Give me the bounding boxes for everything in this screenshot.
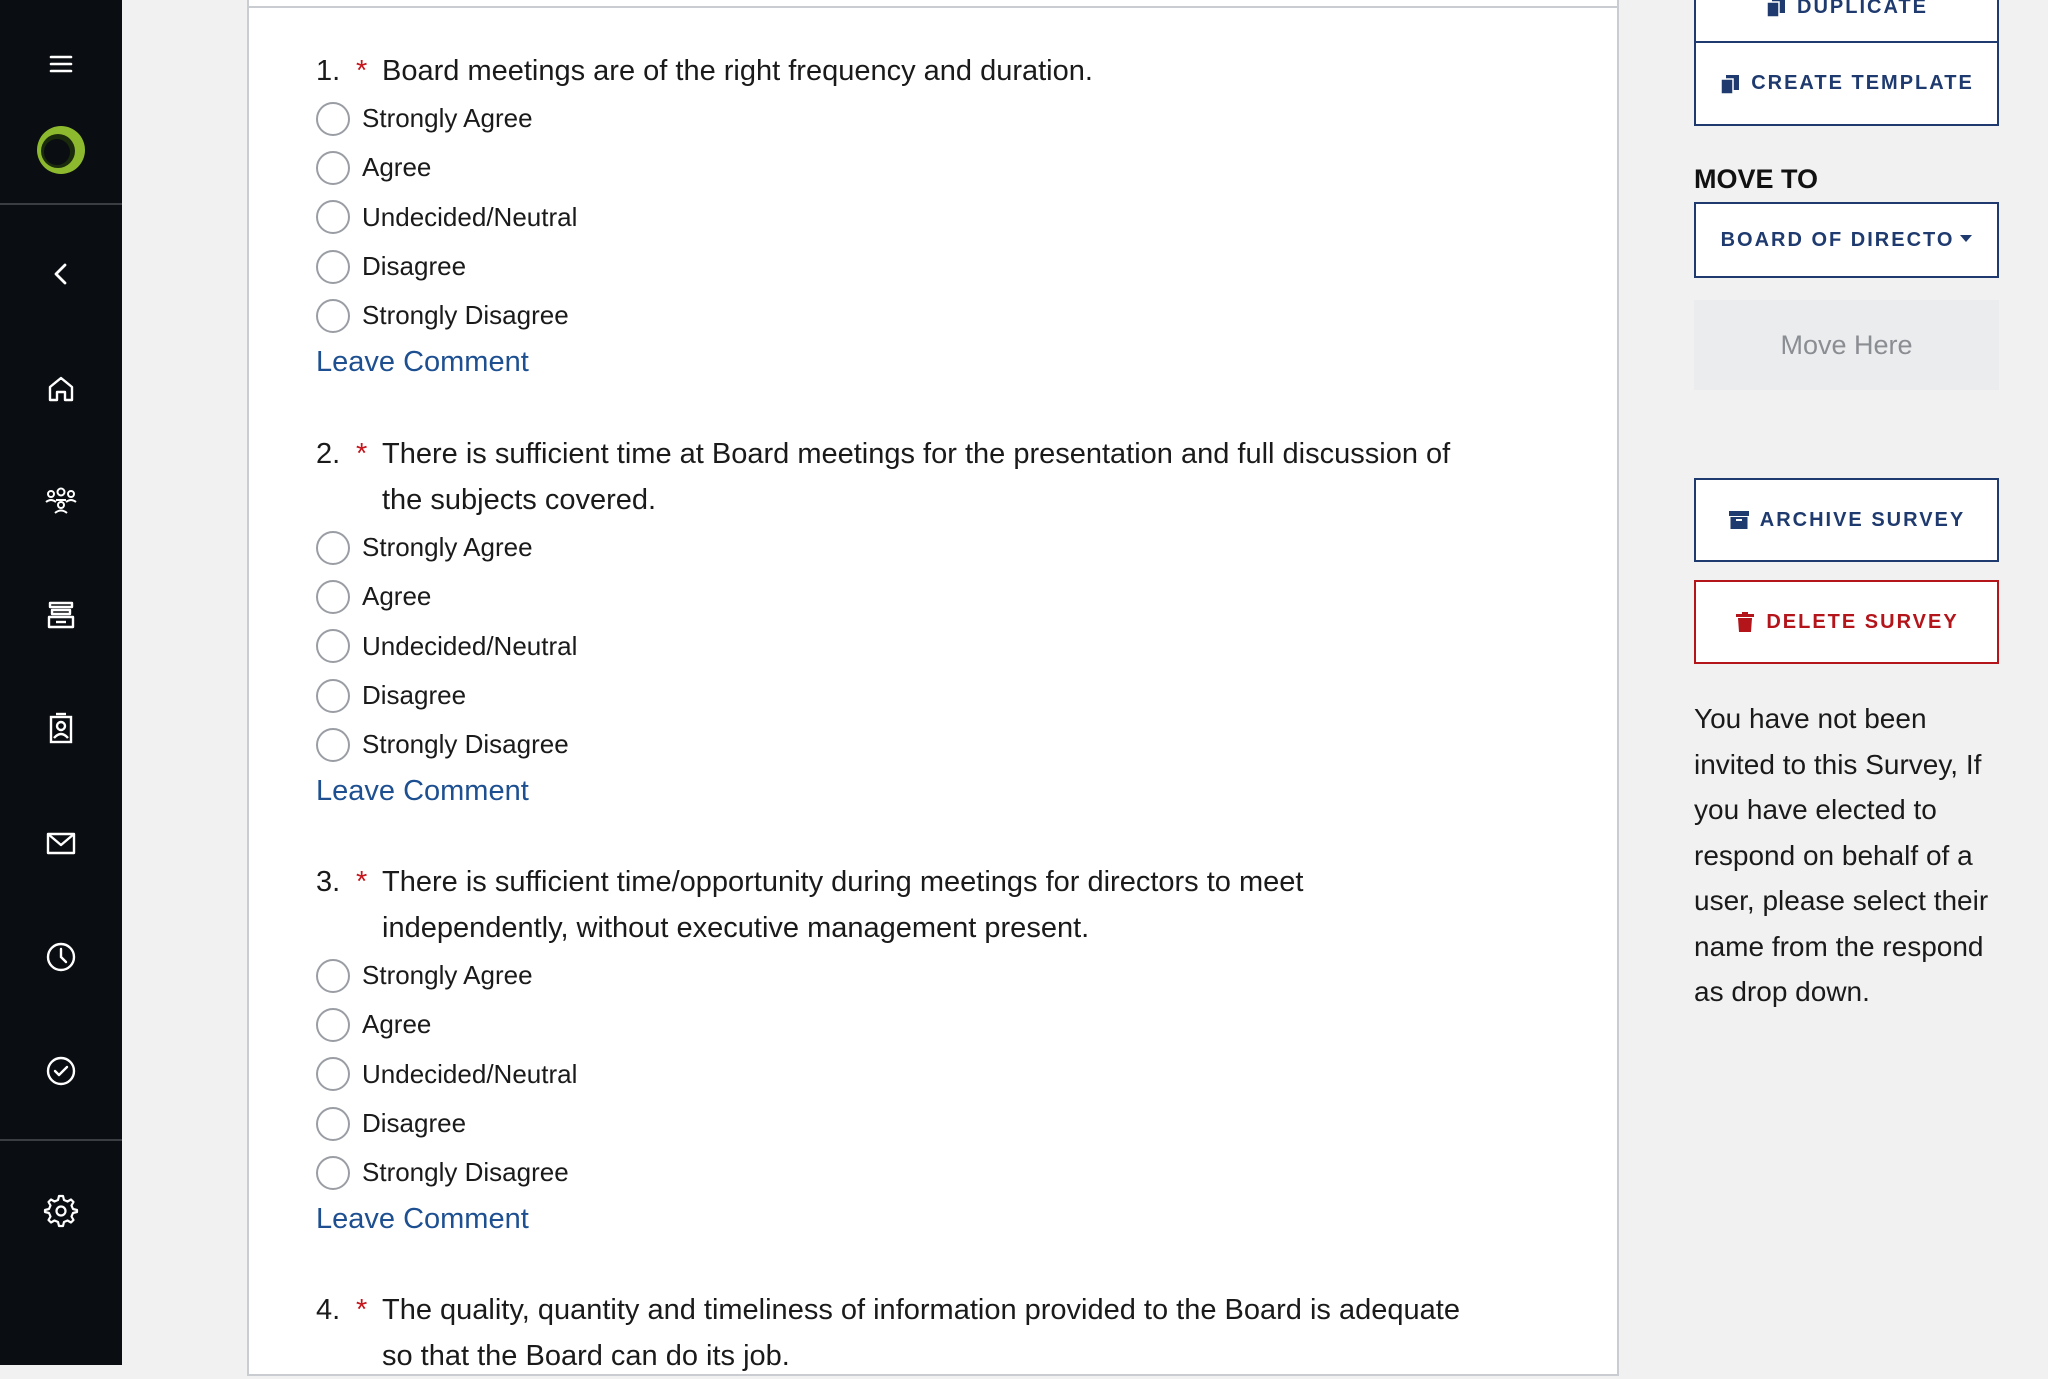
options-group	[316, 523, 1466, 769]
option-disagree[interactable]	[316, 671, 1466, 720]
option-strongly-disagree[interactable]	[316, 291, 1466, 340]
create-template-label: CREATE TEMPLATE	[1751, 72, 1974, 94]
option-label: Undecided/Neutral	[362, 630, 578, 661]
required-mark: *	[356, 438, 368, 470]
radio-button[interactable]	[316, 580, 350, 614]
question-number: 2.	[316, 438, 341, 470]
option-label: Disagree	[362, 251, 467, 282]
option-label: Disagree	[362, 680, 467, 711]
option-strongly-agree[interactable]	[316, 523, 1466, 572]
mail-icon[interactable]	[0, 803, 122, 883]
menu-icon[interactable]	[0, 24, 122, 104]
radio-button[interactable]	[316, 151, 350, 185]
option-label: Disagree	[362, 1108, 467, 1139]
option-strongly-agree[interactable]	[316, 951, 1466, 1000]
question-1	[316, 48, 1466, 379]
radio-button[interactable]	[316, 1008, 350, 1042]
copy-icon	[1719, 73, 1741, 95]
move-here-button[interactable]: Move Here	[1694, 300, 1999, 390]
option-strongly-disagree[interactable]	[316, 720, 1466, 769]
move-to-heading: MOVE TO	[1694, 164, 1819, 194]
create-template-button[interactable]	[1694, 41, 1999, 126]
question-4	[316, 1287, 1466, 1379]
option-label: Strongly Disagree	[362, 729, 569, 760]
option-label: Strongly Disagree	[362, 300, 569, 331]
archive-icon	[1728, 509, 1750, 531]
clock-icon[interactable]	[0, 917, 122, 997]
option-label: Agree	[362, 1009, 432, 1040]
required-mark: *	[356, 1294, 368, 1326]
radio-button[interactable]	[316, 959, 350, 993]
move-to-dropdown[interactable]	[1694, 202, 1999, 278]
archive-survey-label: ARCHIVE SURVEY	[1759, 508, 1966, 531]
required-mark: *	[356, 55, 368, 87]
question-text: There is sufficient time/opportunity during meetings for directors to meet independently, without executive management present.	[382, 866, 1304, 944]
survey-card	[247, 0, 1619, 1376]
move-to-selected-value: BOARD OF DIRECTO	[1720, 228, 1955, 251]
question-text: The quality, quantity and timeliness of information provided to the Board is adequate so that the Board can do its job.	[382, 1294, 1460, 1372]
radio-button[interactable]	[316, 1107, 350, 1141]
option-strongly-disagree[interactable]	[316, 1148, 1466, 1197]
duplicate-label: DUPLICATE	[1797, 0, 1928, 18]
option-agree[interactable]	[316, 572, 1466, 621]
delete-survey-button[interactable]	[1694, 580, 1999, 664]
sidebar-divider	[0, 203, 122, 205]
question-text: There is sufficient time at Board meetings for the presentation and full discussion of the subjects covered.	[382, 438, 1451, 516]
option-disagree[interactable]	[316, 242, 1466, 291]
leave-comment-link[interactable]: Leave Comment	[316, 775, 529, 808]
question-2	[316, 431, 1466, 808]
caret-down-icon	[1960, 235, 1972, 242]
option-neutral[interactable]	[316, 193, 1466, 242]
sidebar-divider	[0, 1139, 122, 1141]
app-logo[interactable]	[0, 110, 122, 190]
radio-button[interactable]	[316, 250, 350, 284]
option-label: Undecided/Neutral	[362, 1058, 578, 1089]
settings-gear-icon[interactable]	[0, 1170, 122, 1250]
radio-button[interactable]	[316, 531, 350, 565]
question-number: 1.	[316, 55, 341, 87]
option-label: Strongly Disagree	[362, 1157, 569, 1188]
home-icon[interactable]	[0, 349, 122, 429]
radio-button[interactable]	[316, 728, 350, 762]
question-number: 4.	[316, 1294, 341, 1326]
option-strongly-agree[interactable]	[316, 94, 1466, 143]
question-header	[316, 431, 1466, 523]
copy-icon	[1765, 0, 1787, 18]
option-label: Strongly Agree	[362, 960, 533, 991]
options-group	[316, 94, 1466, 340]
option-label: Strongly Agree	[362, 103, 533, 134]
card-header-divider	[249, 6, 1617, 8]
radio-button[interactable]	[316, 200, 350, 234]
radio-button[interactable]	[316, 102, 350, 136]
leave-comment-link[interactable]: Leave Comment	[316, 346, 529, 379]
leave-comment-link[interactable]: Leave Comment	[316, 1203, 529, 1236]
radio-button[interactable]	[316, 679, 350, 713]
required-mark: *	[356, 866, 368, 898]
option-agree[interactable]	[316, 1000, 1466, 1049]
radio-button[interactable]	[316, 299, 350, 333]
radio-button[interactable]	[316, 1057, 350, 1091]
not-invited-notice: You have not been invited to this Survey, If you have elected to respond on behalf of a user, please select their name from the respond as drop down.	[1694, 703, 1989, 1007]
radio-button[interactable]	[316, 629, 350, 663]
option-neutral[interactable]	[316, 622, 1466, 671]
org-chart-icon[interactable]	[0, 461, 122, 541]
left-sidebar	[0, 0, 122, 1365]
question-3	[316, 859, 1466, 1236]
option-label: Agree	[362, 581, 432, 612]
option-label: Undecided/Neutral	[362, 201, 578, 232]
question-header	[316, 48, 1466, 94]
option-label: Agree	[362, 152, 432, 183]
trash-icon	[1734, 611, 1756, 633]
options-group	[316, 951, 1466, 1197]
duplicate-button[interactable]	[1694, 0, 1999, 43]
question-header	[316, 1287, 1466, 1379]
question-header	[316, 859, 1466, 951]
option-agree[interactable]	[316, 143, 1466, 192]
question-text: Board meetings are of the right frequency and duration.	[382, 55, 1093, 87]
collapse-chevron-icon[interactable]	[0, 234, 122, 314]
archive-box-icon[interactable]	[0, 575, 122, 655]
radio-button[interactable]	[316, 1156, 350, 1190]
question-number: 3.	[316, 866, 341, 898]
option-neutral[interactable]	[316, 1050, 1466, 1099]
contact-card-icon[interactable]	[0, 689, 122, 769]
delete-survey-label: DELETE SURVEY	[1766, 610, 1959, 633]
check-circle-icon[interactable]	[0, 1031, 122, 1111]
archive-survey-button[interactable]	[1694, 478, 1999, 562]
option-disagree[interactable]	[316, 1099, 1466, 1148]
option-label: Strongly Agree	[362, 532, 533, 563]
